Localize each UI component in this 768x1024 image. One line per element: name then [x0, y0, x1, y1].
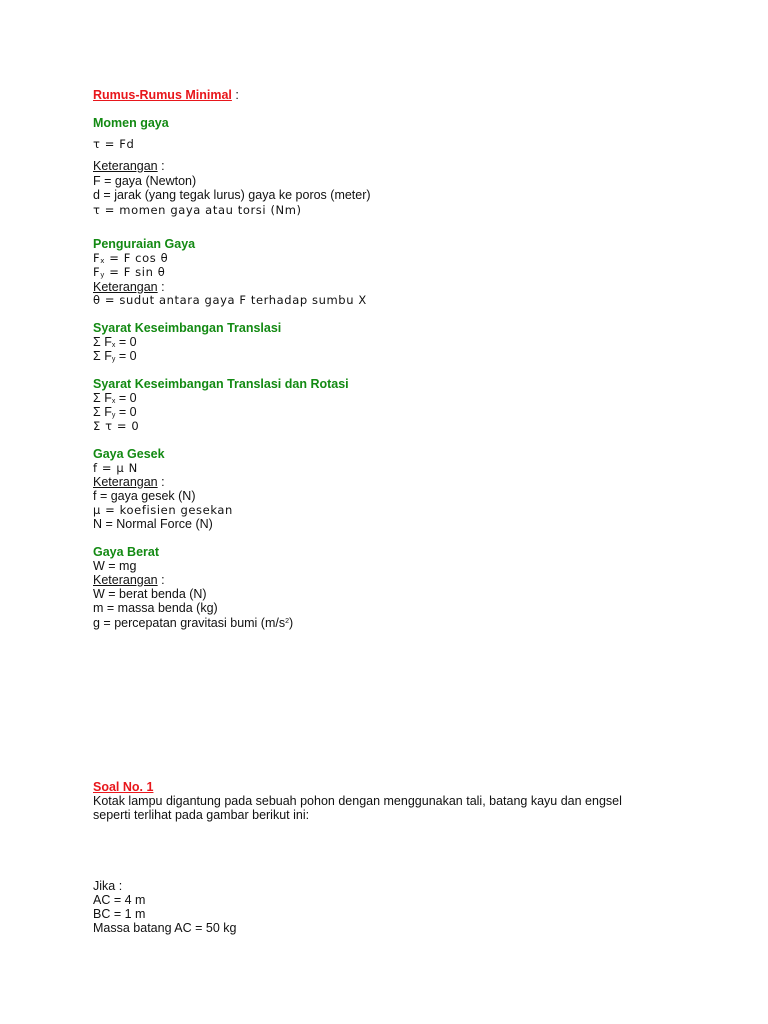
- gesek-desc-1: f = gaya gesek (N): [93, 489, 196, 503]
- document-page: [93, 0, 713, 1024]
- equation-sum-fy-lhs: Σ F: [93, 349, 112, 363]
- gesek-desc-2: μ = koefisien gesekan: [93, 503, 233, 517]
- keterangan-colon: :: [157, 573, 165, 587]
- soal-given-ac: AC = 4 m: [93, 893, 146, 907]
- formula-fy-rhs: = F sin θ: [104, 265, 166, 279]
- equation-sum-fx-subscript: x: [111, 342, 116, 349]
- equation-rot-sum-fy-lhs: Σ F: [93, 405, 112, 419]
- keterangan-word: Keterangan: [93, 280, 158, 294]
- keterangan-label-penguraian: [93, 280, 165, 294]
- equation-rot-sum-fy-rhs: = 0: [115, 405, 137, 419]
- soal-given-bc: BC = 1 m: [93, 907, 146, 921]
- equation-sum-fy-subscript: y: [111, 356, 116, 363]
- formula-fx-subscript: x: [100, 257, 105, 265]
- keterangan-label-gesek: [93, 475, 165, 489]
- equation-sum-fx-rhs: = 0: [115, 335, 137, 349]
- keterangan-word: Keterangan: [93, 475, 158, 489]
- keterangan-word: Keterangan: [93, 159, 158, 173]
- equation-sum-fy: [93, 349, 137, 367]
- formula-fx-symbol: F: [93, 251, 101, 265]
- formula-torque: τ = Fd: [93, 137, 135, 151]
- momen-desc-3: τ = momen gaya atau torsi (Nm): [93, 203, 302, 217]
- soal-jika: Jika :: [93, 879, 123, 893]
- berat-desc-3-close: ): [289, 616, 294, 630]
- equation-sum-torque: Σ τ = 0: [93, 419, 140, 433]
- berat-desc-3: [93, 615, 293, 630]
- equation-rot-sum-fx-rhs: = 0: [115, 391, 137, 405]
- berat-desc-1: W = berat benda (N): [93, 587, 207, 601]
- keterangan-word: Keterangan: [93, 573, 158, 587]
- formula-weight: W = mg: [93, 559, 137, 573]
- soal-title: Soal No. 1: [93, 780, 154, 794]
- momen-desc-2: d = jarak (yang tegak lurus) gaya ke poros (meter): [93, 188, 371, 202]
- berat-desc-3-text: g = percepatan gravitasi bumi (m/s: [93, 616, 286, 630]
- section-heading-gesek: Gaya Gesek: [93, 447, 165, 461]
- equation-rot-sum-fy-subscript: y: [111, 412, 116, 419]
- equation-sum-fx-lhs: Σ F: [93, 335, 112, 349]
- section-heading-translasi: Syarat Keseimbangan Translasi: [93, 321, 282, 335]
- formula-fx-rhs: = F cos θ: [104, 251, 169, 265]
- section-heading-berat: Gaya Berat: [93, 545, 160, 559]
- berat-desc-2: m = massa benda (kg): [93, 601, 218, 615]
- section-heading-penguraian: Penguraian Gaya: [93, 237, 196, 251]
- document-title: Rumus-Rumus Minimal: [93, 88, 232, 102]
- keterangan-label-berat: [93, 573, 165, 587]
- formula-fy-symbol: F: [93, 265, 101, 279]
- formula-friction: f = μ N: [93, 461, 138, 475]
- momen-desc-1: F = gaya (Newton): [93, 174, 197, 188]
- penguraian-desc: θ = sudut antara gaya F terhadap sumbu X: [93, 293, 367, 307]
- equation-sum-fy-rhs: = 0: [115, 349, 137, 363]
- keterangan-colon: :: [157, 159, 165, 173]
- document-title-suffix: :: [231, 88, 239, 102]
- keterangan-label-momen: [93, 159, 165, 173]
- equation-rot-sum-fx-subscript: x: [111, 398, 116, 405]
- formula-fy-subscript: y: [100, 271, 105, 279]
- soal-given-mass: Massa batang AC = 50 kg: [93, 921, 237, 935]
- section-heading-momen: Momen gaya: [93, 116, 169, 130]
- section-heading-rotasi: Syarat Keseimbangan Translasi dan Rotasi: [93, 377, 349, 391]
- keterangan-colon: :: [157, 475, 165, 489]
- soal-text-line-2: seperti terlihat pada gambar berikut ini:: [93, 808, 310, 822]
- equation-rot-sum-fx-lhs: Σ F: [93, 391, 112, 405]
- document-title-line: [93, 88, 239, 102]
- keterangan-colon: :: [157, 280, 165, 294]
- soal-text-line-1: Kotak lampu digantung pada sebuah pohon dengan menggunakan tali, batang kayu dan engsel: [93, 794, 622, 808]
- berat-desc-3-superscript: 2: [285, 618, 290, 625]
- gesek-desc-3: N = Normal Force (N): [93, 517, 213, 531]
